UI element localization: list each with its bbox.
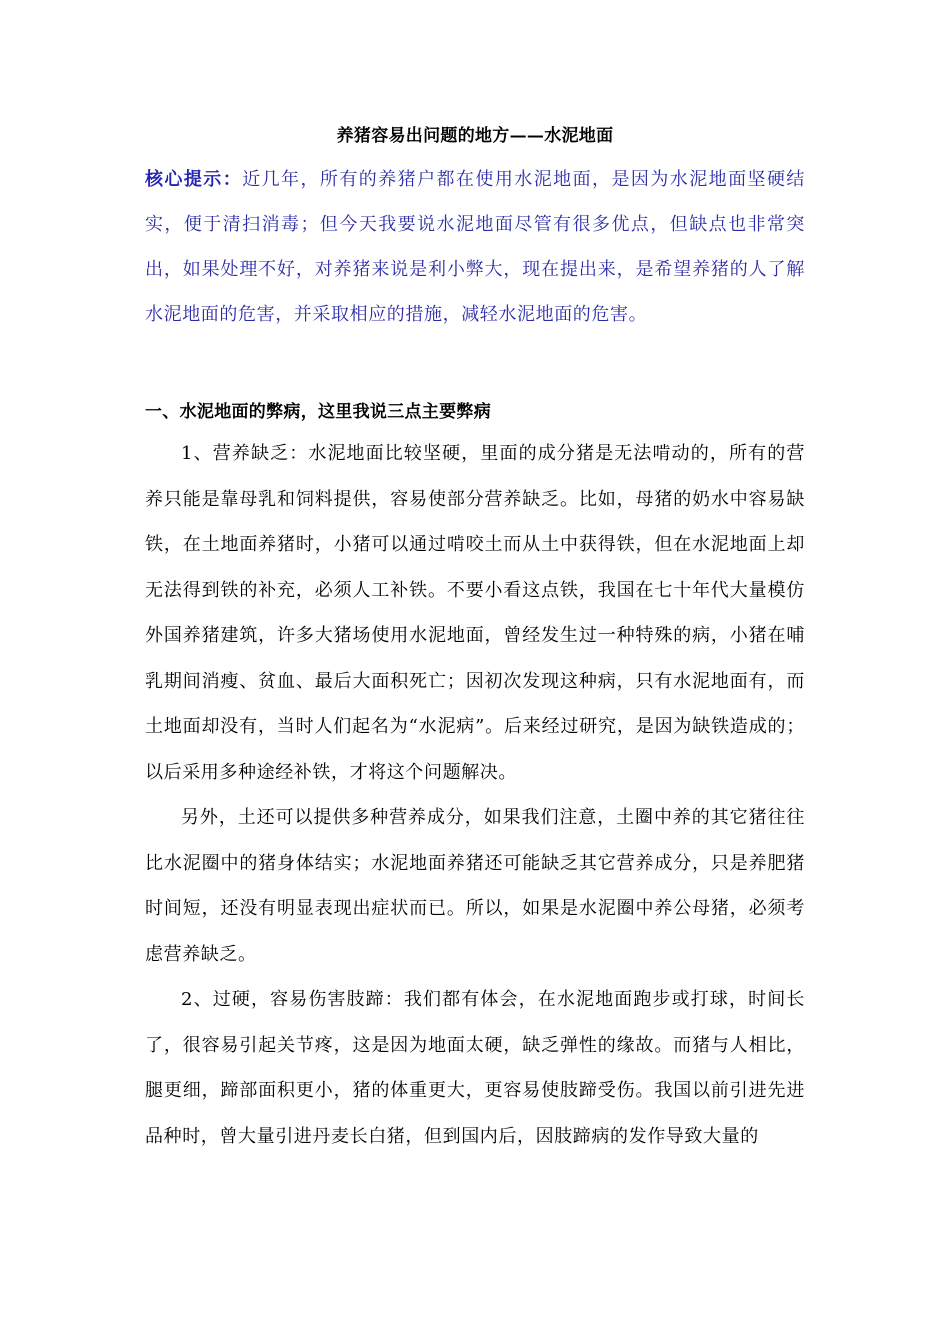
paragraph-hardness: 2、过硬，容易伤害肢蹄：我们都有体会，在水泥地面跑步或打球，时间长了，很容易引起关节疼，这是因为地面太硬，缺乏弹性的缘故。而猪与人相比，腿更细，蹄部面积更小，猪的体重更大，更容易使肢蹄受伤。我国以前引进先进品种时，曾大量引进丹麦长白猪，但到国内后，因肢蹄病的发作导致大量的 — [145, 989, 805, 1147]
paragraph-soil-nutrients: 另外，土还可以提供多种营养成分，如果我们注意，土圈中养的其它猪往往比水泥圈中的猪身体结实；水泥地面养猪还可能缺乏其它营养成分，只是养肥猪时间短，还没有明显表现出症状而已。所以，如果是水泥圈中养公母猪，必须考虑营养缺乏。 — [145, 807, 805, 965]
document-body — [145, 123, 805, 1159]
section-heading: 一、水泥地面的弊病，这里我说三点主要弊病 — [145, 402, 491, 422]
paragraph-nutrition: 1、营养缺乏：水泥地面比较坚硬，里面的成分猪是无法啃动的，所有的营养只能是靠母乳和饲料提供，容易使部分营养缺乏。比如，母猪的奶水中容易缺铁，在土地面养猪时，小猪可以通过啃咬土而从土中获得铁，但在水泥地面上却无法得到铁的补充，必须人工补铁。不要小看这点铁，我国在七十年代大量模仿外国养猪建筑，许多大猪场使用水泥地面，曾经发生过一种特殊的病，小猪在哺乳期间消瘦、贫血、最后大面积死亡；因初次发现这种病，只有水泥地面有，而土地面却没有，当时人们起名为“水泥病”。后来经过研究，是因为缺铁造成的；以后采用多种途经补铁，才将这个问题解决。 — [145, 443, 805, 783]
core-hint — [145, 157, 805, 337]
core-hint-text: 近几年，所有的养猪户都在使用水泥地面，是因为水泥地面坚硬结实，便于清扫消毒；但今天我要说水泥地面尽管有很多优点，但缺点也非常突出，如果处理不好，对养猪来说是利小弊大，现在提出来，是希望养猪的人了解水泥地面的危害，并采取相应的措施，减轻水泥地面的危害。 — [145, 169, 805, 325]
core-hint-label: 核心提示： — [145, 169, 243, 190]
document-title: 养猪容易出问题的地方——水泥地面 — [336, 126, 614, 146]
